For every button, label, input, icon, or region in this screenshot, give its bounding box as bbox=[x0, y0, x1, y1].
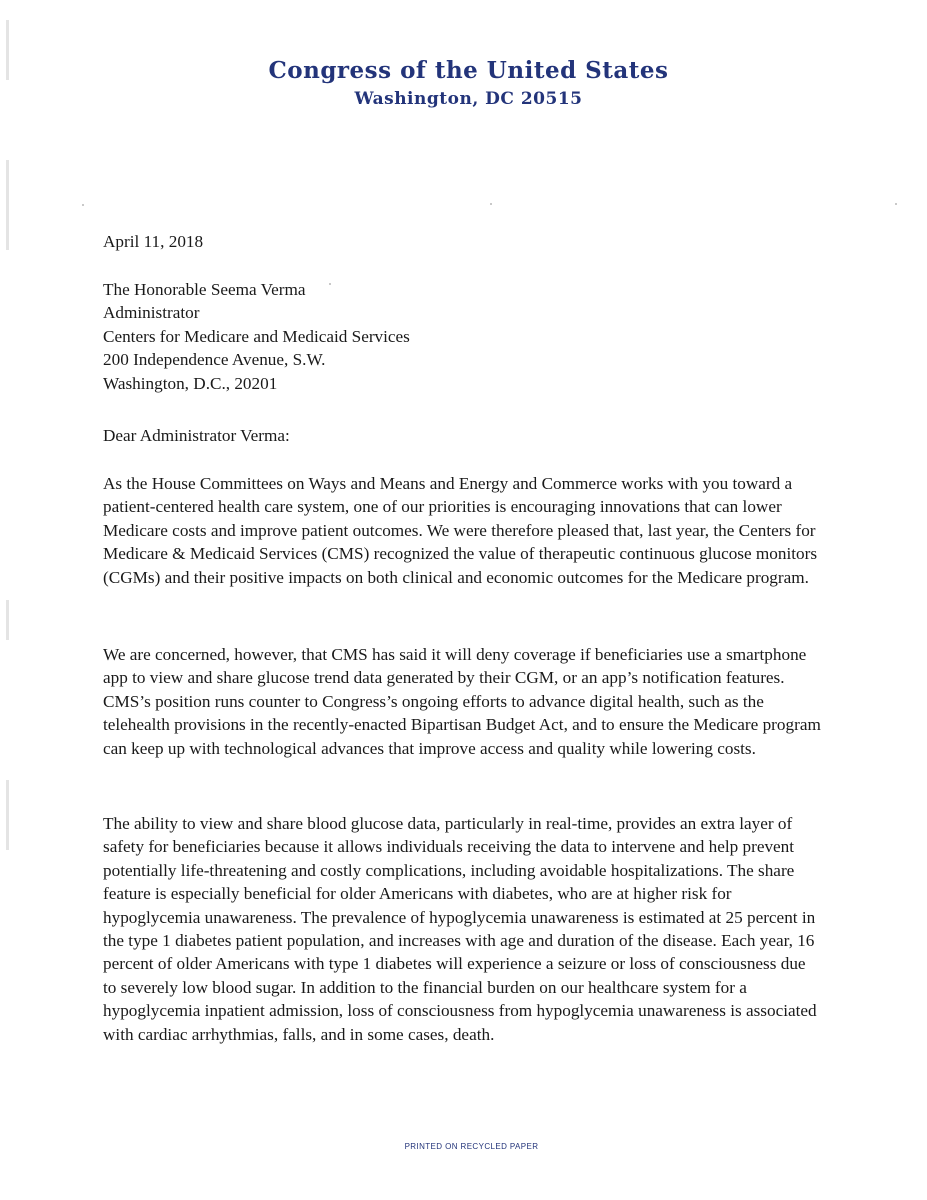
salutation: Dear Administrator Verma: bbox=[103, 426, 290, 445]
letterhead-address: Washington, DC 20515 bbox=[354, 89, 583, 109]
recipient-street: 200 Independence Avenue, S.W. bbox=[103, 350, 326, 370]
letter-date: April 11, 2018 bbox=[103, 232, 204, 251]
recipient-name: The Honorable Seema Verma bbox=[103, 280, 306, 299]
letterhead bbox=[0, 56, 927, 112]
letterhead-title: Congress of the United States bbox=[268, 57, 669, 84]
scan-speck bbox=[895, 203, 897, 205]
recycled-paper-note: PRINTED ON RECYCLED PAPER bbox=[404, 1142, 539, 1151]
scan-edge-mark bbox=[6, 160, 9, 250]
recipient-organization: Centers for Medicare and Medicaid Services bbox=[103, 326, 410, 346]
body-paragraph-2: We are concerned, however, that CMS has said it will deny coverage if beneficiaries use a smartphone app to view and share glucose trend data generated by their CGM, or an app’s notification features. CMS’s position runs counter to Congress’s ongoing efforts to advance digital health, such as the telehealth provisions in the recently-enacted Bipartisan Budget Act, and to ensure the Medicare program can keep up with technological advances that improve access and quality while lowering costs. bbox=[103, 645, 821, 758]
body-paragraph-1: As the House Committees on Ways and Means and Energy and Commerce works with you toward a patient-centered health care system, one of our priorities is encouraging innovations that can lower Medicare costs and improve patient outcomes. We were therefore pleased that, last year, the Centers for Medicare & Medicaid Services (CMS) recognized the value of therapeutic continuous glucose monitors (CGMs) and their positive impacts on both clinical and economic outcomes for the Medicare program. bbox=[103, 474, 818, 587]
recipient-city: Washington, D.C., 20201 bbox=[103, 373, 278, 393]
scan-speck bbox=[82, 204, 84, 206]
scan-speck bbox=[490, 203, 492, 205]
recipient-address bbox=[103, 278, 823, 395]
scan-edge-mark bbox=[6, 780, 9, 850]
scan-edge-mark bbox=[6, 600, 9, 640]
recipient-title: Administrator bbox=[103, 303, 200, 323]
body-paragraph-3: The ability to view and share blood glucose data, particularly in real-time, provides an extra layer of safety for beneficiaries because it allows individuals receiving the data to intervene and help prevent potentially life-threatening and costly complications, including avoidable hospitalizations. The share feature is especially beneficial for older Americans with diabetes, who are at higher risk for hypoglycemia unawareness. The prevalence of hypoglycemia unawareness is estimated at 25 percent in the type 1 diabetes patient population, and increases with age and duration of the disease. Each year, 16 percent of older Americans with type 1 diabetes will experience a seizure or loss of consciousness due to severely low blood sugar. In addition to the financial burden on our healthcare system for a hypoglycemia inpatient admission, loss of consciousness from hypoglycemia unawareness is associated with cardiac arrhythmias, falls, and in some cases, death. bbox=[103, 814, 817, 1044]
